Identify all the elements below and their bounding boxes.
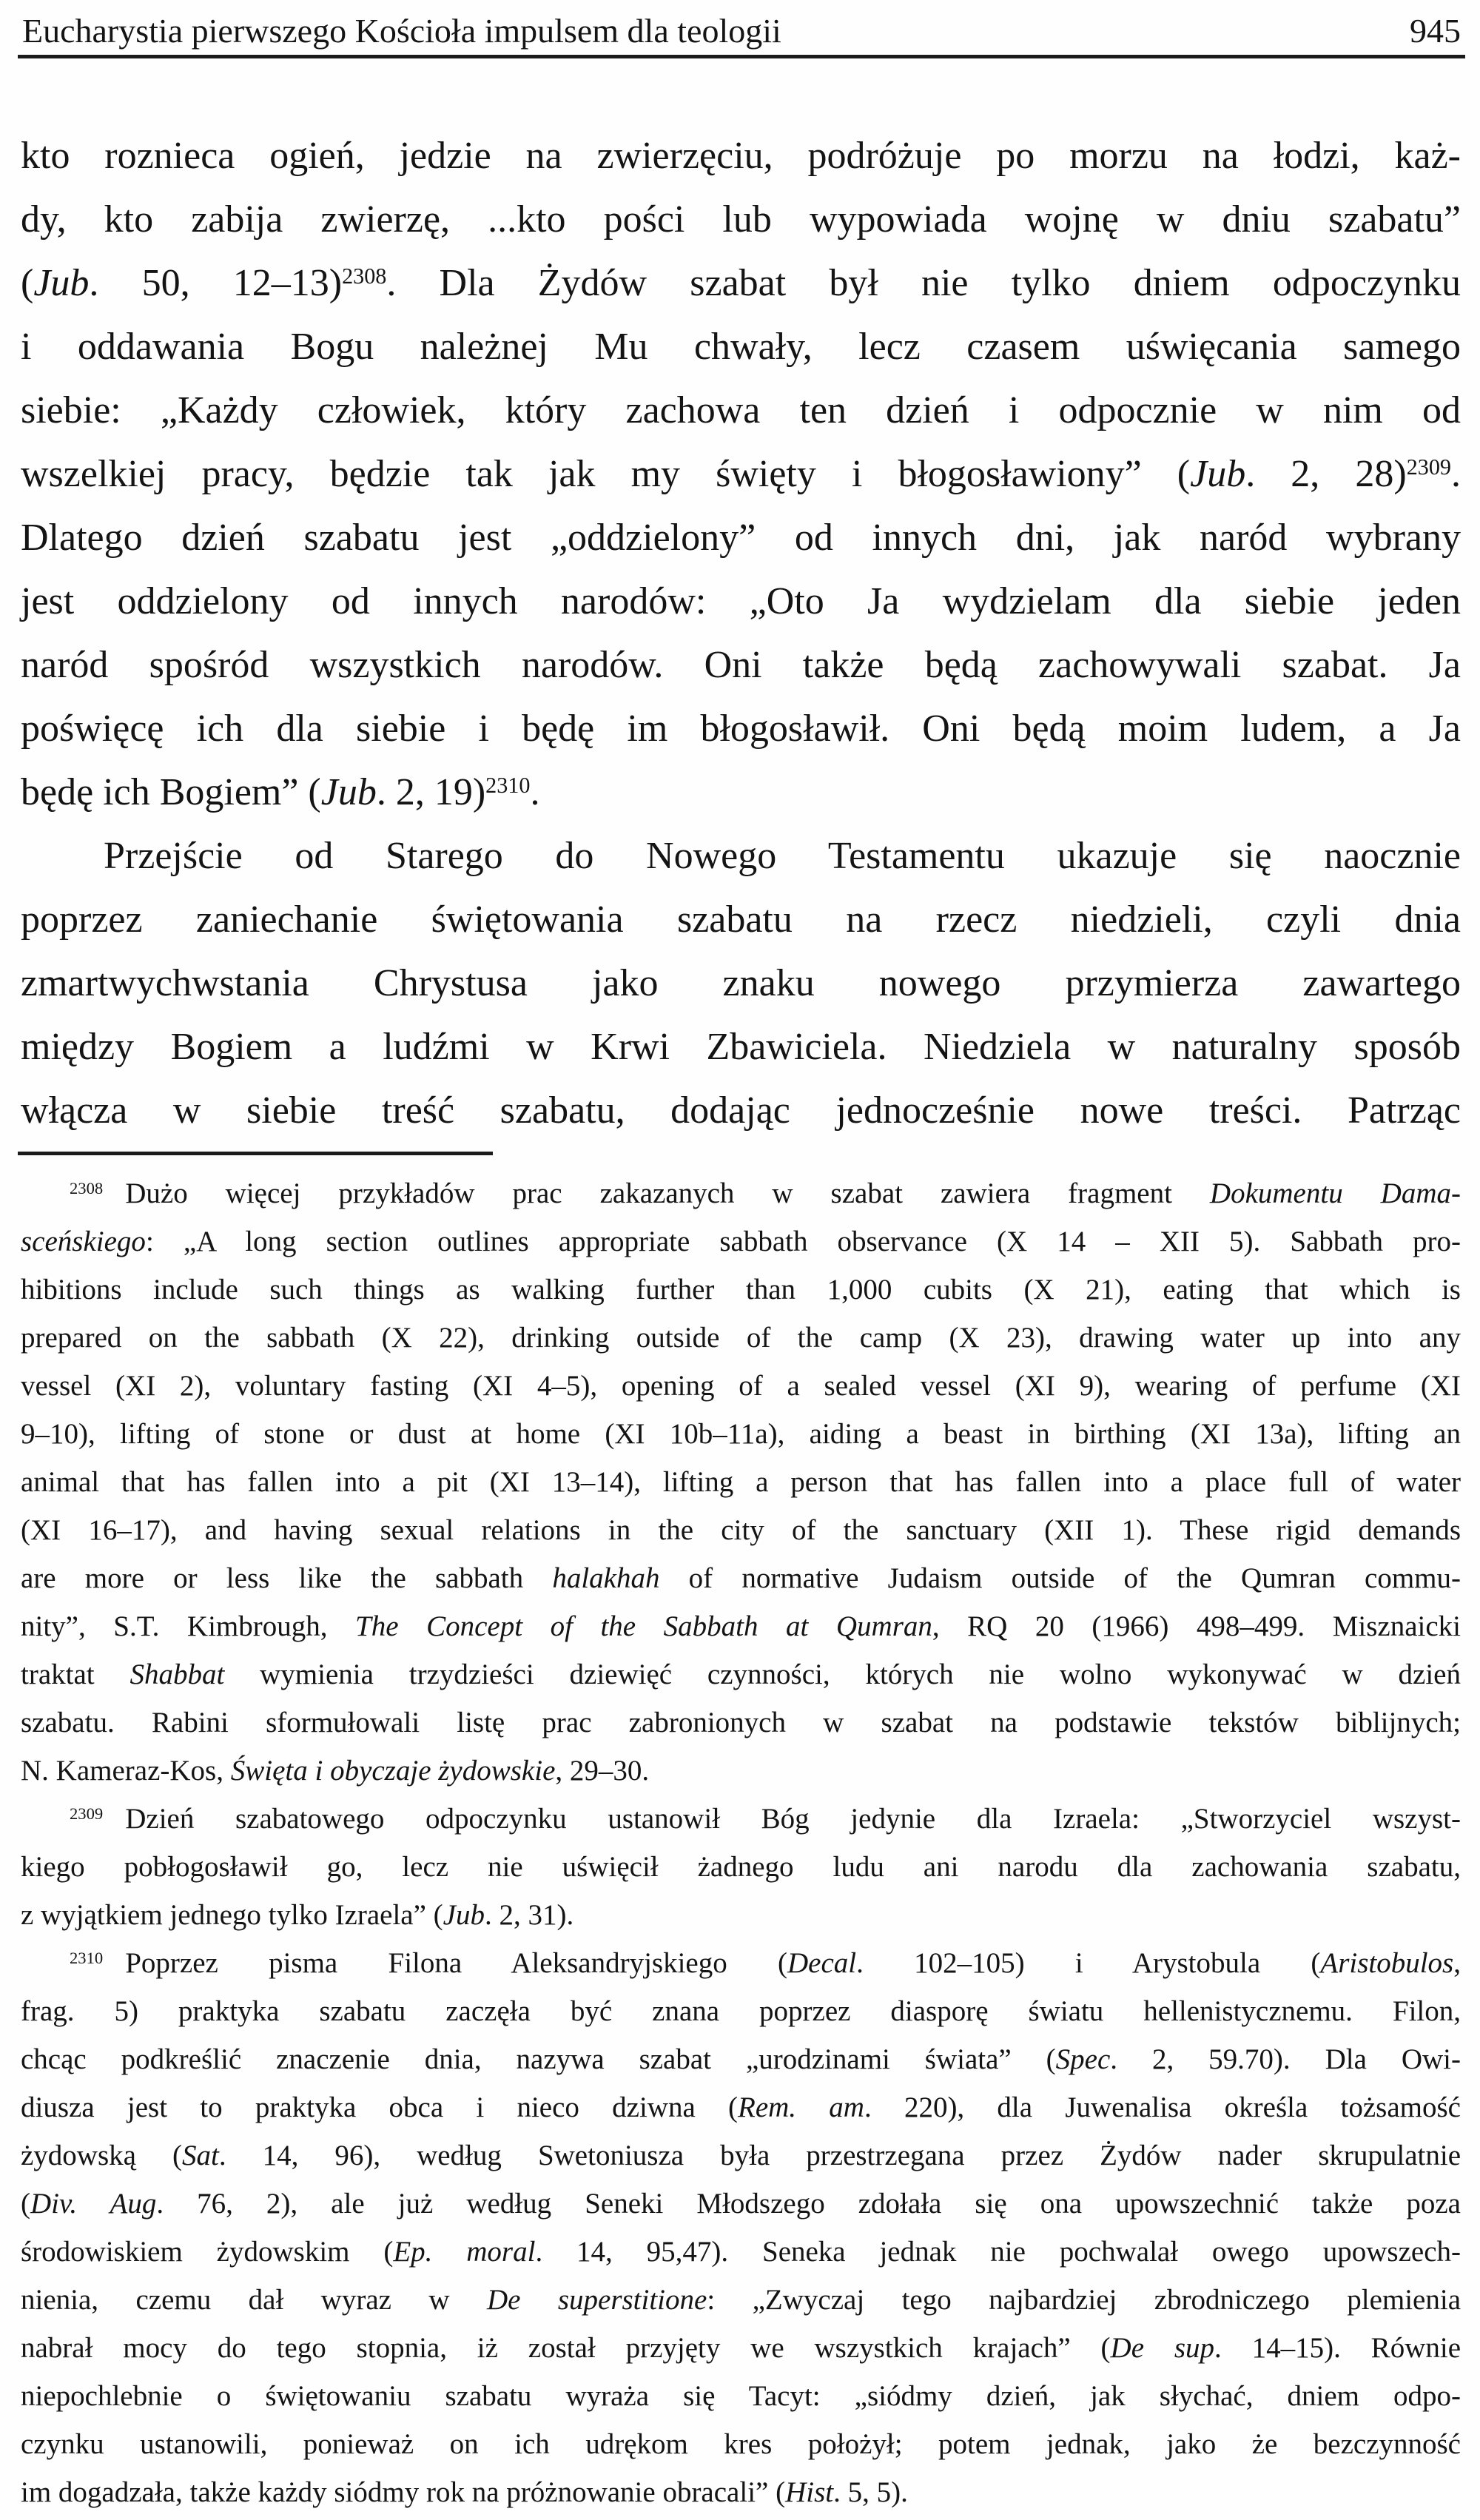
text-run: między Bogiem a ludźmi w Krwi Zbawiciela. Niedziela w naturalny sposób (21, 1026, 1461, 1068)
body-line (21, 888, 1461, 952)
text-run: żydowską ( (21, 2140, 182, 2171)
body-line (21, 443, 1461, 506)
text-run: 9–10), lifting of stone or dust at home (XI 10b–11a), aiding a beast in birthing (XI 13a), lifting an (21, 1418, 1461, 1450)
footnote-line (21, 1650, 1461, 1699)
body-line (21, 315, 1461, 379)
text-run: Poprzez pisma Filona Aleksandryjskiego ( (125, 1947, 787, 1979)
footnote-2308 (21, 1169, 1461, 1795)
footnote-reference: 2308 (342, 263, 387, 289)
text-run: Rem. am (738, 2091, 864, 2123)
text-run: Hist (785, 2476, 834, 2508)
text-run: , 29–30. (555, 1755, 650, 1787)
footnote-line (21, 2035, 1461, 2083)
body-line (21, 124, 1461, 188)
text-run: The Concept of the Sabbath at Qumran (355, 1610, 932, 1642)
text-run: i oddawania Bogu należnej Mu chwały, lecz czasem uświęcania samego (21, 326, 1461, 368)
body-line (21, 252, 1461, 315)
text-run: zmartwychwstania Chrystusa jako znaku nowego przymierza zawartego (21, 962, 1461, 1004)
text-run: jest oddzielony od innych narodów: „Oto Ja wydzielam dla siebie jeden (21, 580, 1461, 622)
footnote-line (21, 1217, 1461, 1266)
footnote-marker: 2310 (70, 1949, 104, 1968)
text-run: nienia, czemu dał wyraz w (21, 2284, 487, 2316)
footnote-line (21, 1169, 1461, 1217)
text-run: . 14, 96), według Swetoniusza była przestrzegana przez Żydów nader skrupulatnie (218, 2140, 1462, 2171)
footnote-line (21, 2372, 1461, 2420)
text-run: włącza w siebie treść szabatu, dodając jednocześnie nowe treści. Patrząc (21, 1089, 1461, 1132)
text-run: kto roznieca ogień, jedzie na zwierzęciu, podróżuje po morzu na łodzi, każ- (21, 135, 1461, 177)
text-run: . 2, 59.70). Dla Owi- (1110, 2043, 1461, 2075)
footnote-line (21, 1891, 1461, 1939)
text-run: Spec (1055, 2043, 1111, 2075)
text-run: Dokumentu Dama- (1209, 1177, 1461, 1209)
text-run: N. Kameraz-Kos, (21, 1755, 231, 1787)
footnote-line (21, 1699, 1461, 1747)
text-run: prepared on the sabbath (X 22), drinking outside of the camp (X 23), drawing water up into any (21, 1322, 1461, 1354)
text-run: . 14–15). Równie (1214, 2332, 1462, 2364)
text-run: nity”, S.T. Kimbrough, (21, 1610, 356, 1642)
text-run: naród spośród wszystkich narodów. Oni także będą zachowywali szabat. Ja (21, 644, 1461, 686)
text-run: Dzień szabatowego odpoczynku ustanowił Bóg jedynie dla Izraela: „Stworzyciel wszyst- (125, 1803, 1461, 1835)
text-run: vessel (XI 2), voluntary fasting (XI 4–5), opening of a sealed vessel (XI 9), wearing of perfume (XI (21, 1370, 1461, 1402)
text-run: are more or less like the sabbath (21, 1562, 553, 1594)
text-run: frag. 5) praktyka szabatu zaczęła być znana poprzez diasporę światu hellenistycznemu. Filon, (21, 1995, 1461, 2027)
text-run: Jub (1190, 453, 1246, 495)
text-run: (XI 16–17), and having sexual relations in the city of the sanctuary (XII 1). These rigid demands (21, 1514, 1461, 1546)
footnote-line (21, 2468, 1461, 2516)
footnote-line (21, 1266, 1461, 1314)
text-run: szabatu. Rabini sformułowali listę prac zabronionych w szabat na podstawie tekstów biblijnych; (21, 1707, 1461, 1738)
text-run: Jub (33, 262, 90, 304)
footnote-line (21, 2180, 1461, 2228)
footnote-line (21, 1362, 1461, 1410)
body-line (21, 697, 1461, 761)
body-line (21, 952, 1461, 1015)
text-run: , (1453, 1947, 1461, 1979)
text-run: Jub (443, 1899, 485, 1931)
footnote-line (21, 1314, 1461, 1362)
footnote-2310 (21, 1939, 1461, 2516)
page-number: 945 (1410, 12, 1461, 50)
text-run: . 50, 12–13) (89, 262, 343, 304)
body-line (21, 379, 1461, 443)
text-run: De sup (1110, 2332, 1215, 2364)
text-run: . Dla Żydów szabat był nie tylko dniem odpoczynku (386, 262, 1461, 304)
text-run: . 76, 2), ale już według Seneki Młodszego zdołała się ona upowszechnić także poza (156, 2188, 1461, 2220)
text-run: będę ich Bogiem” ( (21, 771, 321, 813)
text-run: nabrał mocy do tego stopnia, iż został przyjęty we wszystkich krajach” ( (21, 2332, 1111, 2364)
footnote-line (21, 1987, 1461, 2035)
footnote-line (21, 2131, 1461, 2180)
footnote-separator (18, 1152, 493, 1155)
footnote-line (21, 1410, 1461, 1458)
text-run: z wyjątkiem jednego tylko Izraela” ( (21, 1899, 443, 1931)
footnote-line (21, 1939, 1461, 1987)
text-run: Sat (181, 2140, 219, 2171)
text-run: poprzez zaniechanie świętowania szabatu na rzecz niedzieli, czyli dnia (21, 898, 1461, 941)
text-run: hibitions include such things as walking further than 1,000 cubits (X 21), eating that which is (21, 1274, 1461, 1306)
footnote-line (21, 1506, 1461, 1554)
text-run: . 2, 31). (484, 1899, 574, 1931)
body-line (21, 1079, 1461, 1143)
text-run: czynku ustanowili, ponieważ on ich udrękom kres położył; potem jednak, jako że bezczynność (21, 2428, 1461, 2460)
footnote-marker: 2309 (70, 1804, 104, 1824)
body-line (21, 761, 1461, 824)
footnote-line (21, 2324, 1461, 2372)
text-run: siebie: „Każdy człowiek, który zachowa ten dzień i odpocznie w nim od (21, 389, 1461, 431)
text-run: niepochlebnie o świętowaniu szabatu wyraża się Tacyt: „siódmy dzień, jak słychać, dniem odpo- (21, 2380, 1461, 2412)
text-run: wszelkiej pracy, będzie tak jak my święty i błogosławiony” ( (21, 453, 1191, 495)
text-run: . 2, 19) (376, 771, 486, 813)
running-header-title: Eucharystia pierwszego Kościoła impulsem dla teologii (22, 12, 781, 50)
text-run: De superstitione (486, 2284, 707, 2316)
text-run: . 220), dla Juwenalisa określa tożsamość (864, 2091, 1461, 2123)
text-run: Święta i obyczaje żydowskie (230, 1755, 556, 1787)
body-line (21, 188, 1461, 252)
footnote-line (21, 1458, 1461, 1506)
footnote-line (21, 2228, 1461, 2276)
footnote-2309 (21, 1795, 1461, 1939)
text-run: : „A long section outlines appropriate sabbath observance (X 14 – XII 5). Sabbath pro- (145, 1226, 1461, 1257)
text-run: ( (21, 2188, 30, 2220)
text-run: chcąc podkreślić znaczenie dnia, nazywa szabat „urodzinami świata” ( (21, 2043, 1056, 2075)
footnote-line (21, 2083, 1461, 2131)
body-line (21, 570, 1461, 634)
text-run: Shabbat (130, 1659, 225, 1690)
text-run: Dużo więcej przykładów prac zakazanych w szabat zawiera fragment (125, 1177, 1210, 1209)
footnote-reference: 2310 (485, 773, 531, 799)
footnote-line (21, 2276, 1461, 2324)
body-line (21, 634, 1461, 697)
text-run: of normative Judaism outside of the Qumran commu- (659, 1562, 1461, 1594)
text-run: . (530, 771, 540, 813)
text-run: Ep. moral (393, 2236, 536, 2268)
text-run: : „Zwyczaj tego najbardziej zbrodniczego plemienia (707, 2284, 1462, 2316)
text-run: , RQ 20 (1966) 498–499. Misznaicki (932, 1610, 1461, 1642)
footnote-line (21, 2420, 1461, 2468)
text-run: Aristobulos (1320, 1947, 1454, 1979)
text-run: ( (21, 262, 34, 304)
text-run: kiego pobłogosławił go, lecz nie uświęcił żadnego ludu ani narodu dla zachowania szabatu, (21, 1851, 1461, 1883)
text-run: Jub (320, 771, 377, 813)
text-run: . 2, 28) (1245, 453, 1407, 495)
footnote-line (21, 1795, 1461, 1843)
header-rule (18, 55, 1465, 58)
footnotes (21, 1169, 1461, 2516)
footnote-line (21, 1554, 1461, 1602)
text-run: . 102–105) i Arystobula ( (856, 1947, 1321, 1979)
body-line (21, 1015, 1461, 1079)
body-line (21, 824, 1461, 888)
footnote-reference: 2309 (1406, 454, 1451, 480)
text-run: . 14, 95,47). Seneka jednak nie pochwalał owego upowszech- (535, 2236, 1461, 2268)
text-run: im dogadzała, także każdy siódmy rok na próżnowanie obracali” ( (21, 2476, 786, 2508)
footnote-line (21, 1602, 1461, 1650)
running-header (22, 12, 1461, 50)
text-run: Decal (787, 1947, 857, 1979)
footnote-marker: 2308 (70, 1179, 104, 1198)
text-run: . (1451, 453, 1461, 495)
text-run: halakhah (552, 1562, 660, 1594)
footnote-line (21, 1747, 1461, 1795)
text-run: Dlatego dzień szabatu jest „oddzielony” od innych dni, jak naród wybrany (21, 517, 1461, 559)
body-line (21, 506, 1461, 570)
body-text (21, 124, 1461, 1143)
text-run: Przejście od Starego do Nowego Testamentu ukazuje się naocznie (104, 835, 1461, 877)
text-run: dy, kto zabija zwierzę, ...kto pości lub wypowiada wojnę w dniu szabatu” (21, 198, 1461, 241)
text-run: Div. Aug (30, 2188, 157, 2220)
footnote-line (21, 1843, 1461, 1891)
text-run: animal that has fallen into a pit (XI 13–14), lifting a person that has fallen into a place full of water (21, 1466, 1461, 1498)
text-run: środowiskiem żydowskim ( (21, 2236, 394, 2268)
text-run: . 5, 5). (833, 2476, 908, 2508)
text-run: wymienia trzydzieści dziewięć czynności, których nie wolno wykonywać w dzień (224, 1659, 1461, 1690)
text-run: poświęcę ich dla siebie i będę im błogosławił. Oni będą moim ludem, a Ja (21, 708, 1461, 750)
text-run: diusza jest to praktyka obca i nieco dziwna ( (21, 2091, 738, 2123)
text-run: sceńskiego (21, 1226, 146, 1257)
text-run: traktat (21, 1659, 130, 1690)
